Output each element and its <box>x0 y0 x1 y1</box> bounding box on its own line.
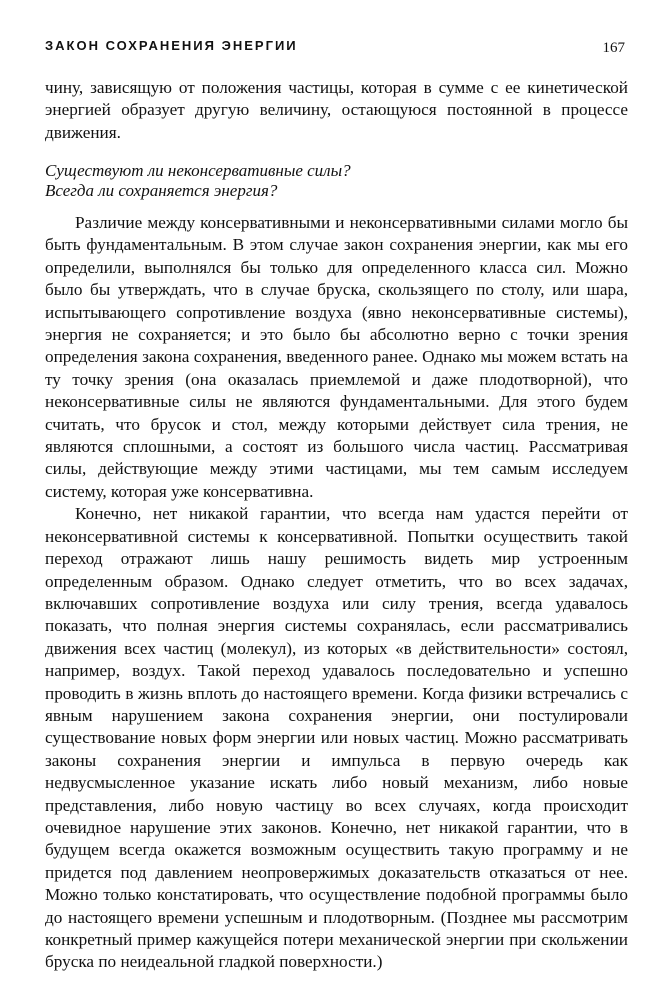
section-heading-line-1: Существуют ли неконсервативные силы? <box>45 161 351 180</box>
paragraph-1: Различие между консервативными и неконсервативными силами могло бы быть фундаментальным. В этом случае закон сохранения энергии, как мы его определили, выполнялся бы только для определенного класса сил. Можно было бы утверждать, что в случае бруска, скользящего по столу, или шара, испытывающего сопротивление воздуха (явно неконсервативные системы), энергия не сохраняется; и это было бы абсолютно верно с точки зрения определения закона сохранения, введенного ранее. Однако мы можем встать на ту точку зрения (она оказалась приемлемой и даже плодотворной), что неконсервативные силы не являются фундаментальными. Для этого будем считать, что брусок и стол, между которыми действует сила трения, не являются сплошными, а состоят из большого числа частиц. Рассматривая силы, действующие между этими частицами, мы тем самым исследуем систему, которая уже консервативна. <box>45 213 628 501</box>
section-heading-line-2: Всегда ли сохраняется энергия? <box>45 181 278 200</box>
section-heading <box>45 161 628 201</box>
page-number: 167 <box>602 40 625 56</box>
body-text <box>45 212 628 974</box>
continued-paragraph: чину, зависящую от положения частицы, которая в сумме с ее кинетической энергией образует другую величину, остающуюся постоянной в процессе движения. <box>45 78 628 142</box>
paragraph-2: Конечно, нет никакой гарантии, что всегда нам удастся перейти от неконсервативной системы к консервативной. Попытки осуществить такой переход отражают лишь нашу решимость видеть мир устроенным определенным образом. Однако следует отметить, что во всех задачах, включавших сопротивление воздуха или силу трения, всегда удавалось показать, что полная энергия системы сохранялась, если рассматривались движения всех частиц (молекул), из которых «в действительности» состоял, например, воздух. Такой переход удавалось последовательно и успешно проводить в жизнь вплоть до настоящего времени. Когда физики встречались с явным нарушением закона сохранения энергии, они постулировали существование новых форм энергии или новых частиц. Можно рассматривать законы сохранения энергии и импульса в первую очередь как недвусмысленное указание искать либо новый механизм, либо новые представления, либо новую частицу во всех случаях, когда происходит очевидное нарушение этих законов. Конечно, нет никакой гарантии, что в будущем всегда окажется возможным осуществить такую программу и не придется под давлением неопровержимых доказательств отказаться от нее. Можно только констатировать, что осуществление подобной программы было до настоящего времени успешным и плодотворным. (Позднее мы рассмотрим конкретный пример кажущейся потери механической энергии при скольжении бруска по неидеальной гладкой поверхности.) <box>45 504 628 972</box>
running-header-title: ЗАКОН СОХРАНЕНИЯ ЭНЕРГИИ <box>45 38 298 53</box>
